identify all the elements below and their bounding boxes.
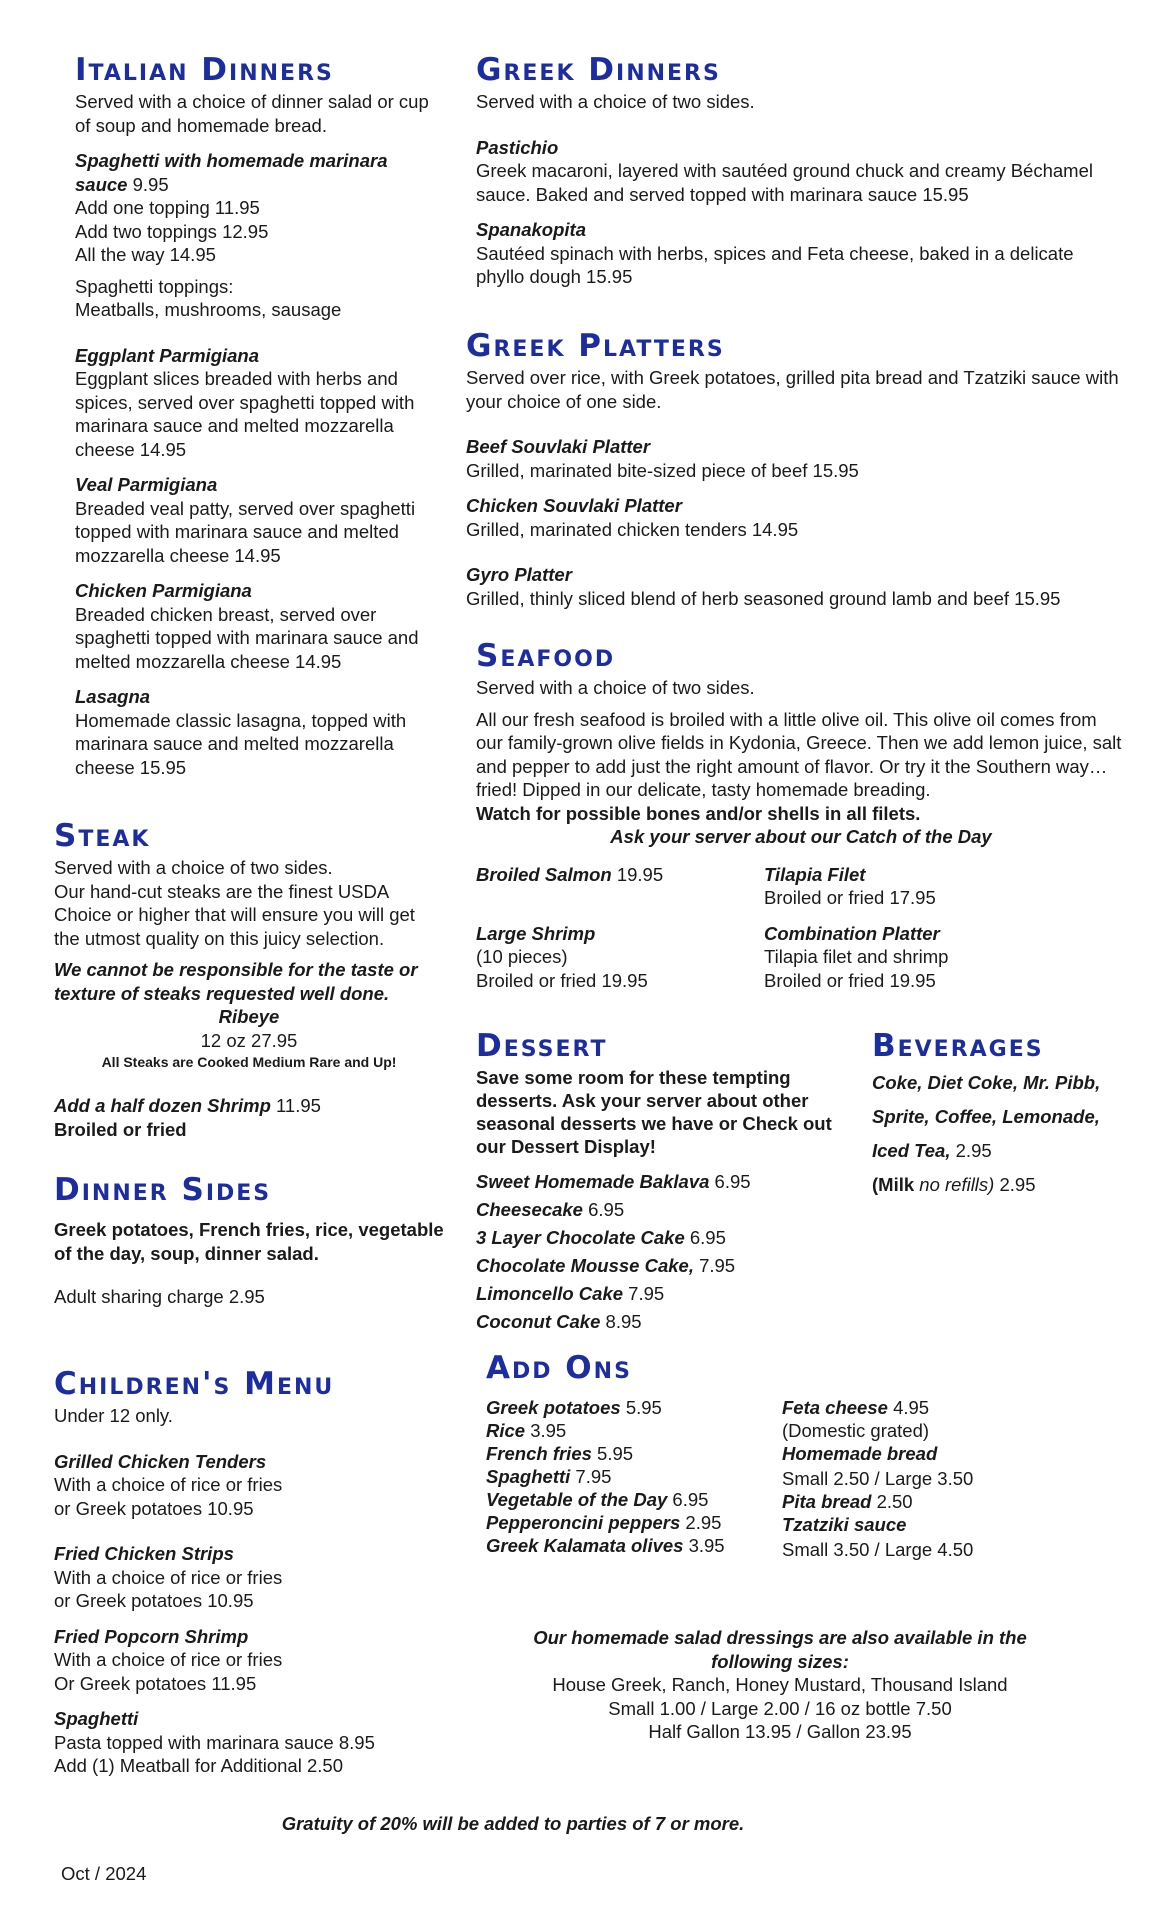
dressings-sizes: Half Gallon 13.95 / Gallon 23.95 bbox=[648, 1721, 912, 1742]
beverage-line bbox=[872, 1168, 1132, 1202]
item-price: 3.95 bbox=[683, 1535, 725, 1556]
greek-platters-section bbox=[466, 328, 1126, 610]
item-desc: Small 3.50 / Large 4.50 bbox=[782, 1539, 974, 1560]
item-price: 2.95 bbox=[994, 1174, 1036, 1195]
greek-platters-intro: Served over rice, with Greek potatoes, grilled pita bread and Tzatziki sauce with your choice of one side. bbox=[466, 367, 1119, 412]
catch-of-day: Ask your server about our Catch of the Day bbox=[610, 826, 992, 847]
item-name: Homemade bread bbox=[782, 1443, 938, 1464]
menu-item bbox=[75, 149, 445, 196]
greek-dinners-section bbox=[476, 52, 1126, 289]
toppings-label: Spaghetti toppings: bbox=[75, 275, 234, 297]
seafood-title: Seafood bbox=[476, 638, 616, 674]
item-name: Veal Parmigiana bbox=[75, 474, 218, 495]
addons-col-left bbox=[486, 1396, 782, 1561]
item-name: Cheesecake bbox=[476, 1199, 583, 1220]
item-name: Spaghetti bbox=[54, 1708, 139, 1729]
seafood-items-row bbox=[476, 922, 1126, 993]
item-desc: (10 pieces) bbox=[476, 946, 568, 967]
dressings-headline: Our homemade salad dressings are also available in the following sizes: bbox=[533, 1627, 1027, 1672]
item-price: 5.95 bbox=[591, 1443, 634, 1464]
ribeye-price: 12 oz 27.95 bbox=[200, 1029, 298, 1051]
seafood-col-right bbox=[764, 863, 1052, 910]
item-name: Tzatziki sauce bbox=[782, 1514, 907, 1535]
item-desc: Breaded chicken breast, served over spaghetti topped with marinara sauce and melted mozzarella cheese 14.95 bbox=[75, 603, 419, 672]
item-name: Chocolate Mousse Cake, bbox=[476, 1255, 694, 1276]
item-name: Greek Kalamata olives bbox=[486, 1535, 684, 1556]
steak-section bbox=[54, 818, 444, 1141]
sharing-charge: Adult sharing charge 2.95 bbox=[54, 1286, 265, 1307]
gratuity-note bbox=[0, 1812, 1026, 1836]
item-name: Large Shrimp bbox=[476, 922, 596, 944]
spaghetti-option: Add one topping 11.95 bbox=[75, 197, 260, 218]
menu-item bbox=[486, 1396, 782, 1419]
item-desc: or Greek potatoes 10.95 bbox=[54, 1590, 254, 1611]
dessert-title: Dessert bbox=[476, 1028, 608, 1064]
spaghetti-option: All the way 14.95 bbox=[75, 244, 216, 265]
menu-item bbox=[486, 1419, 782, 1442]
item-name: Vegetable of the Day bbox=[486, 1489, 668, 1510]
menu-item bbox=[782, 1396, 1082, 1419]
steak-warning: We cannot be responsible for the taste or texture of steaks requested well done. bbox=[54, 959, 418, 1004]
item-name: Rice bbox=[486, 1420, 526, 1441]
beverage-line bbox=[872, 1134, 1132, 1168]
item-name: Sweet Homemade Baklava bbox=[476, 1171, 710, 1192]
dessert-intro: Save some room for these tempting desserts. Ask your server about other seasonal desserts we have or Check out our Dessert Display! bbox=[476, 1067, 832, 1157]
item-name: Iced Tea, bbox=[872, 1140, 951, 1161]
steak-desc: Our hand-cut steaks are the finest USDA Choice or higher that will ensure you will get the utmost quality on this juicy selection. bbox=[54, 880, 415, 949]
item-desc: Greek macaroni, layered with sautéed ground chuck and creamy Béchamel sauce. Baked and served topped with marinara sauce 15.95 bbox=[476, 160, 1093, 205]
spaghetti-option: Add two toppings 12.95 bbox=[75, 220, 269, 242]
item-name: Tilapia Filet bbox=[764, 863, 866, 885]
dinner-sides-title: Dinner Sides bbox=[54, 1172, 272, 1208]
item-name: 3 Layer Chocolate Cake bbox=[476, 1227, 685, 1248]
sides-list: Greek potatoes, French fries, rice, vegetable of the day, soup, dinner salad. bbox=[54, 1219, 444, 1264]
item-name: Broiled Salmon bbox=[476, 863, 612, 885]
item-name: Spanakopita bbox=[476, 219, 586, 240]
item-price: 6.95 bbox=[684, 1227, 726, 1248]
item-desc: Broiled or fried 19.95 bbox=[476, 969, 648, 991]
item-desc: Or Greek potatoes 11.95 bbox=[54, 1672, 257, 1694]
item-name: Fried Chicken Strips bbox=[54, 1543, 234, 1564]
item-name: Chicken Souvlaki Platter bbox=[466, 495, 682, 516]
item-desc: With a choice of rice or fries bbox=[54, 1649, 283, 1670]
item-name: Fried Popcorn Shrimp bbox=[54, 1625, 249, 1647]
item-price: 2.95 bbox=[680, 1512, 722, 1533]
greek-platters-title: Greek Platters bbox=[466, 328, 725, 364]
addons-title: Add Ons bbox=[486, 1350, 632, 1386]
menu-item bbox=[486, 1442, 782, 1465]
item-desc: Broiled or fried 19.95 bbox=[764, 969, 936, 991]
addons-col-right bbox=[782, 1396, 1082, 1561]
seafood-col-left bbox=[476, 863, 764, 910]
item-price: 2.50 bbox=[871, 1491, 913, 1512]
addons-section bbox=[486, 1350, 1126, 1561]
steak-note: All Steaks are Cooked Medium Rare and Up! bbox=[101, 1054, 397, 1070]
item-desc: With a choice of rice or fries bbox=[54, 1566, 283, 1588]
seafood-intro: Served with a choice of two sides. bbox=[476, 677, 755, 698]
dessert-section bbox=[476, 1028, 856, 1336]
item-desc: Eggplant slices breaded with herbs and spices, served over spaghetti topped with marinara sauce and melted mozzarella cheese 14.95 bbox=[75, 368, 415, 460]
menu-item bbox=[486, 1511, 782, 1534]
item-price: 6.95 bbox=[709, 1171, 751, 1192]
dessert-list bbox=[476, 1168, 856, 1336]
menu-item bbox=[476, 1252, 856, 1280]
shrimp-style: Broiled or fried bbox=[54, 1118, 187, 1140]
item-name: (Milk bbox=[872, 1174, 915, 1195]
menu-item bbox=[54, 1094, 444, 1118]
item-name: Coconut Cake bbox=[476, 1311, 601, 1332]
toppings-list: Meatballs, mushrooms, sausage bbox=[75, 299, 342, 320]
item-desc: With a choice of rice or fries bbox=[54, 1474, 283, 1495]
date-text: Oct / 2024 bbox=[61, 1863, 147, 1884]
steak-intro: Served with a choice of two sides. bbox=[54, 857, 333, 878]
item-desc: or Greek potatoes 10.95 bbox=[54, 1497, 254, 1519]
item-desc: Grilled, marinated bite-sized piece of beef 15.95 bbox=[466, 459, 859, 481]
item-price: 3.95 bbox=[525, 1420, 567, 1441]
item-desc: Grilled, thinly sliced blend of herb seasoned ground lamb and beef 15.95 bbox=[466, 587, 1061, 609]
addons-columns bbox=[486, 1396, 1126, 1561]
italian-dinners-section bbox=[75, 52, 445, 779]
milk-note: no refills) bbox=[914, 1174, 995, 1195]
beverages-section bbox=[872, 1028, 1132, 1202]
menu-item bbox=[486, 1465, 782, 1488]
item-price: 7.95 bbox=[693, 1255, 736, 1276]
item-price: 7.95 bbox=[570, 1466, 612, 1487]
seafood-warning: Watch for possible bones and/or shells in all filets. bbox=[476, 802, 921, 824]
item-name: Beef Souvlaki Platter bbox=[466, 436, 651, 457]
steak-title: Steak bbox=[54, 818, 151, 854]
item-price: 8.95 bbox=[600, 1311, 642, 1332]
item-price: 9.95 bbox=[127, 173, 169, 195]
dinner-sides-section bbox=[54, 1172, 444, 1309]
seafood-items-row bbox=[476, 863, 1126, 910]
item-desc: Small 2.50 / Large 3.50 bbox=[782, 1468, 974, 1489]
item-name: Grilled Chicken Tenders bbox=[54, 1450, 267, 1472]
item-desc: (Domestic grated) bbox=[782, 1420, 930, 1441]
menu-date bbox=[61, 1862, 261, 1886]
dressings-flavors: House Greek, Ranch, Honey Mustard, Thousand Island bbox=[552, 1674, 1008, 1695]
item-desc: Homemade classic lasagna, topped with marinara sauce and melted mozzarella cheese 15.95 bbox=[75, 709, 407, 778]
item-name: Greek potatoes bbox=[486, 1397, 621, 1418]
menu-item bbox=[486, 1534, 782, 1557]
item-desc: Broiled or fried 17.95 bbox=[764, 887, 936, 908]
beverage-line: Coke, Diet Coke, Mr. Pibb, bbox=[872, 1072, 1101, 1093]
gratuity-text: Gratuity of 20% will be added to parties of 7 or more. bbox=[281, 1813, 745, 1834]
seafood-desc: All our fresh seafood is broiled with a little olive oil. This olive oil comes from our family-grown olive fields in Kydonia, Greece. Then we add lemon juice, salt and pepper to add just the right amount of flavor. Or try it the Southern way…fried! Dipped in our delicate, tasty homemade breading. bbox=[476, 708, 1122, 800]
dressings-section bbox=[520, 1626, 1040, 1744]
menu-item bbox=[476, 1224, 856, 1252]
menu-item bbox=[476, 1168, 856, 1196]
menu-item bbox=[476, 1196, 856, 1224]
item-name: Combination Platter bbox=[764, 922, 940, 944]
item-price: 5.95 bbox=[620, 1397, 662, 1418]
children-intro: Under 12 only. bbox=[54, 1405, 173, 1426]
seafood-section bbox=[476, 638, 1126, 992]
italian-intro: Served with a choice of dinner salad or cup of soup and homemade bread. bbox=[75, 91, 429, 136]
beverages-title: Beverages bbox=[872, 1028, 1044, 1064]
item-desc: Breaded veal patty, served over spaghetti topped with marinara sauce and melted mozzarella cheese 14.95 bbox=[75, 497, 416, 566]
item-name: Pepperoncini peppers bbox=[486, 1512, 681, 1533]
item-name: Lasagna bbox=[75, 686, 151, 707]
item-name: Limoncello Cake bbox=[476, 1283, 624, 1304]
greek-dinners-title: Greek Dinners bbox=[476, 52, 721, 88]
menu-item bbox=[476, 1280, 856, 1308]
item-desc: Sautéed spinach with herbs, spices and Feta cheese, baked in a delicate phyllo dough 15.95 bbox=[476, 242, 1074, 287]
item-desc: Pasta topped with marinara sauce 8.95 bbox=[54, 1731, 375, 1753]
menu-item bbox=[476, 1308, 856, 1336]
italian-dinners-title: Italian Dinners bbox=[75, 52, 334, 88]
item-desc: Add (1) Meatball for Additional 2.50 bbox=[54, 1755, 343, 1776]
item-price: 2.95 bbox=[950, 1140, 992, 1161]
seafood-col-right bbox=[764, 922, 1052, 993]
menu-item bbox=[486, 1488, 782, 1511]
item-name: Pita bread bbox=[782, 1491, 872, 1512]
item-price: 4.95 bbox=[887, 1397, 930, 1418]
greek-dinners-intro: Served with a choice of two sides. bbox=[476, 91, 755, 112]
item-name: Spaghetti bbox=[486, 1466, 571, 1487]
seafood-col-left bbox=[476, 922, 764, 993]
ribeye-name: Ribeye bbox=[218, 1006, 280, 1027]
childrens-menu-title: Children's Menu bbox=[54, 1366, 335, 1402]
item-name: Gyro Platter bbox=[466, 564, 572, 585]
item-price: 11.95 bbox=[270, 1095, 321, 1116]
menu-item bbox=[782, 1490, 1082, 1513]
item-price: 19.95 bbox=[611, 863, 664, 885]
item-name: Chicken Parmigiana bbox=[75, 580, 252, 601]
item-name: Pastichio bbox=[476, 136, 559, 158]
item-name: French fries bbox=[486, 1443, 592, 1464]
item-name: Eggplant Parmigiana bbox=[75, 344, 260, 366]
item-name: Add a half dozen Shrimp bbox=[54, 1095, 271, 1116]
childrens-menu-section bbox=[54, 1366, 444, 1778]
item-name: Feta cheese bbox=[782, 1397, 888, 1418]
item-price: 6.95 bbox=[667, 1489, 709, 1510]
dressings-sizes: Small 1.00 / Large 2.00 / 16 oz bottle 7.50 bbox=[608, 1697, 952, 1719]
item-desc: Tilapia filet and shrimp bbox=[764, 946, 949, 967]
item-name: Spaghetti with homemade marinara sauce bbox=[75, 150, 388, 195]
beverage-line: Sprite, Coffee, Lemonade, bbox=[872, 1106, 1100, 1127]
menu-item bbox=[476, 863, 764, 887]
item-desc: Grilled, marinated chicken tenders 14.95 bbox=[466, 518, 799, 540]
item-price: 6.95 bbox=[582, 1199, 625, 1220]
item-price: 7.95 bbox=[623, 1283, 665, 1304]
